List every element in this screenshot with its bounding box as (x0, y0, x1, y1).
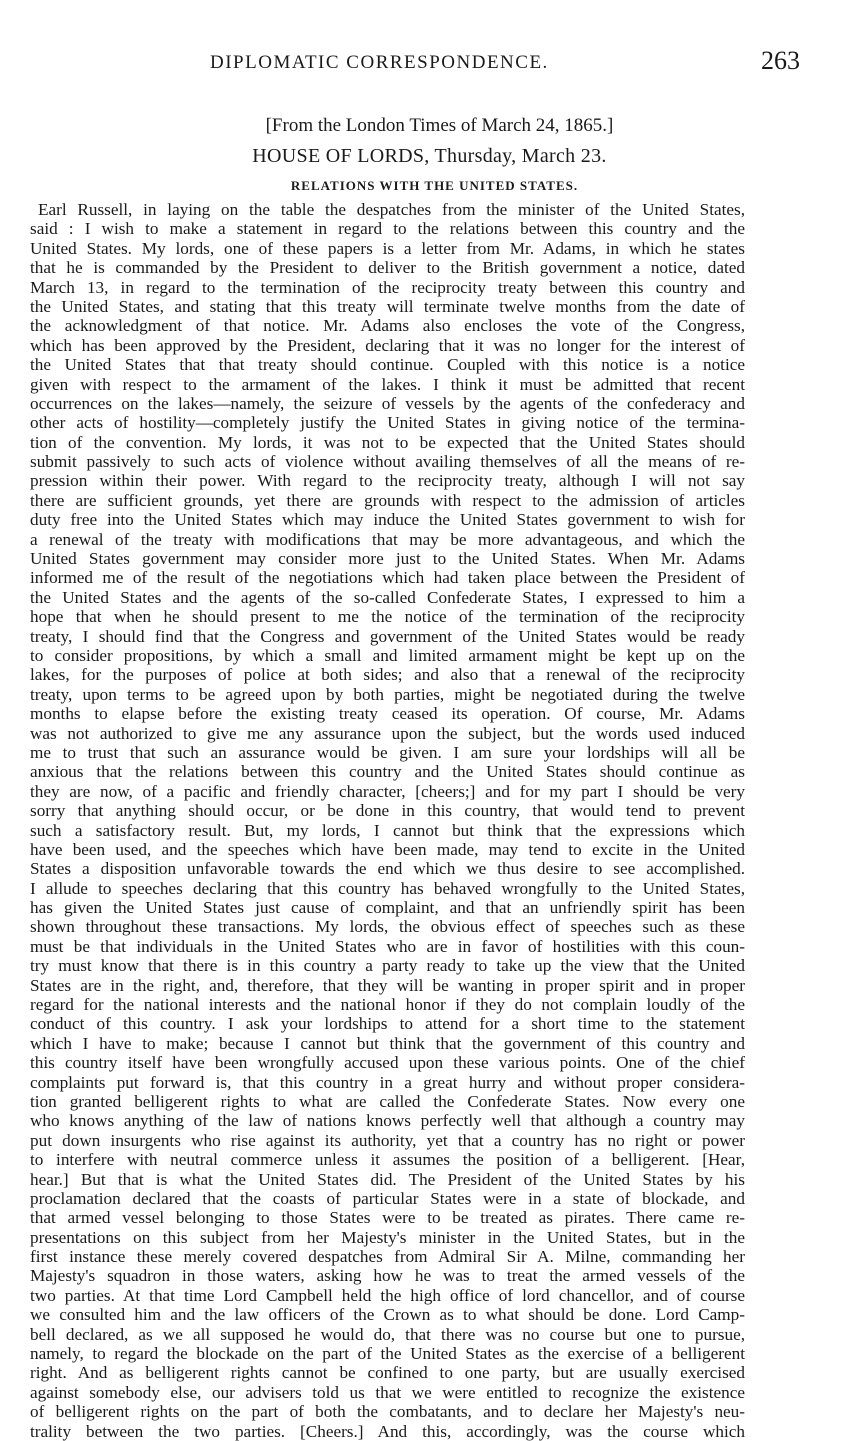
body-line: duty free into the United States which may induce the United States government to wish for (30, 510, 745, 530)
body-line: anxious that the relations between this country and the United States should continue as (30, 762, 745, 782)
body-line: lakes, for the purposes of police at both sides; and also that a renewal of the reciprocity (30, 665, 745, 685)
body-line: the United States, and stating that this treaty will terminate twelve months from the date of (30, 296, 745, 316)
body-line: against somebody else, our advisers told us that we were entitled to recognize the existence (30, 1382, 745, 1402)
body-line: was not authorized to give me any assurance upon the subject, but the words used induced (30, 723, 745, 743)
body-line: they are now, of a pacific and friendly character, [cheers;] and for my part I should be very (30, 781, 745, 801)
body-line: occurrences on the lakes—namely, the seizure of vessels by the agents of the confederacy and (30, 393, 745, 413)
running-title: DIPLOMATIC CORRESPONDENCE. (210, 52, 549, 73)
body-line: shown throughout these transactions. My lords, the obvious effect of speeches such as these (30, 917, 745, 937)
body-line: complaints put forward is, that this country in a great hurry and without proper considera- (30, 1072, 745, 1092)
body-line: two parties. At that time Lord Campbell held the high office of lord chancellor, and of course (30, 1285, 745, 1305)
body-line: that he is commanded by the President to deliver to the British government a notice, dated (30, 258, 745, 278)
body-line: submit passively to such acts of violence without availing themselves of all the means of re- (30, 452, 745, 472)
body-line: United States government may consider more just to the United States. When Mr. Adams (30, 549, 745, 569)
body-line: has given the United States just cause of complaint, and that an unfriendly spirit has been (30, 898, 745, 918)
body-line: regard for the national interests and the national honor if they do not complain loudly of the (30, 995, 745, 1015)
body-line: treaty, I should find that the Congress and government of the United States would be ready (30, 626, 745, 646)
running-head (60, 46, 800, 82)
body-line: namely, to regard the blockade on the part of the United States as the exercise of a belligerent (30, 1344, 745, 1364)
body-line: who knows anything of the law of nations knows perfectly well that although a country may (30, 1111, 745, 1131)
body-line: that armed vessel belonging to those States were to be treated as pirates. There came re- (30, 1208, 745, 1228)
body-line: there are sufficient grounds, yet there are grounds with respect to the admission of articles (30, 490, 745, 510)
body-line: States are in the right, and, therefore, that they will be wanting in proper spirit and in proper (30, 975, 745, 995)
body-line: must be that individuals in the United States who are in favor of hostilities with this coun- (30, 936, 745, 956)
section-heading: HOUSE OF LORDS, Thursday, March 23. (252, 145, 607, 167)
body-line: hope that when he should present to me the notice of the termination of the reciprocity (30, 607, 745, 627)
page-number: 263 (761, 46, 800, 75)
body-line: informed me of the result of the negotiations which had taken place between the President of (30, 568, 745, 588)
body-line: the United States and the agents of the so-called Confederate States, I expressed to him a (30, 587, 745, 607)
body-line: a renewal of the treaty with modifications that may be more advantageous, and which the (30, 529, 745, 549)
body-line: Earl Russell, in laying on the table the despatches from the minister of the United States, (38, 200, 745, 219)
body-line: proclamation declared that the coasts of particular States were in a state of blockade, and (30, 1188, 745, 1208)
body-line: the acknowledgment of that notice. Mr. Adams also encloses the vote of the Congress, (30, 316, 745, 336)
body-line: have been used, and the speeches which have been made, may tend to excite in the United (30, 839, 745, 859)
section-subheading: RELATIONS WITH THE UNITED STATES. (290, 178, 579, 193)
body-line: pression within their power. With regard to the reciprocity treaty, although I will not say (30, 471, 745, 491)
body-line: given with respect to the armament of the lakes. I think it must be admitted that recent (30, 374, 745, 394)
body-line: said : I wish to make a statement in regard to the relations between this country and the (30, 219, 745, 239)
body-line: such a satisfactory result. But, my lords, I cannot but think that the expressions which (30, 820, 745, 840)
body-text (30, 200, 745, 1441)
body-line: the United States that that treaty should continue. Coupled with this notice is a notice (30, 355, 745, 375)
body-line: sorry that anything should occur, or be done in this country, that would tend to prevent (30, 801, 745, 821)
body-line: to interfere with neutral commerce unless it assumes the position of a belligerent. [Hear, (30, 1150, 745, 1170)
body-line: bell declared, as we all supposed he would do, that there was no course but one to pursue, (30, 1324, 745, 1344)
body-line: treaty, upon terms to be agreed upon by both parties, might be negotiated during the twelve (30, 684, 745, 704)
body-line: right. And as belligerent rights cannot be confined to one party, but are usually exercised (30, 1363, 745, 1383)
body-line: trality between the two parties. [Cheers.] And this, accordingly, was the course which (30, 1421, 745, 1441)
body-line: me to trust that such an assurance would be given. I am sure your lordships will all be (30, 742, 745, 762)
body-line: I allude to speeches declaring that this country has behaved wrongfully to the United States, (30, 878, 745, 898)
body-line: we consulted him and the law officers of the Crown as to what should be done. Lord Camp- (30, 1305, 745, 1325)
source-line: [From the London Times of March 24, 1865.] (265, 115, 614, 136)
body-line: this country itself have been wrongfully accused upon these various points. One of the chief (30, 1053, 745, 1073)
body-line: months to elapse before the existing treaty ceased its operation. Of course, Mr. Adams (30, 704, 745, 724)
body-line: to consider propositions, by which a small and limited armament might be kept up on the (30, 645, 745, 665)
body-line: conduct of this country. I ask your lordships to attend for a short time to the statement (30, 1014, 745, 1034)
body-line: of belligerent rights on the part of both the combatants, and to declare her Majesty's neu- (30, 1402, 745, 1422)
body-line: States a disposition unfavorable towards the end which we thus desire to see accomplished. (30, 859, 745, 879)
body-line: which I have to make; because I cannot but think that the government of this country and (30, 1033, 745, 1053)
body-line: United States. My lords, one of these papers is a letter from Mr. Adams, in which he states (30, 238, 745, 258)
body-line: try must know that there is in this country a party ready to take up the view that the United (30, 956, 745, 976)
body-line: first instance these merely covered despatches from Admiral Sir A. Milne, commanding her (30, 1247, 745, 1267)
body-line: hear.] But that is what the United States did. The President of the United States by his (30, 1169, 745, 1189)
body-line: tion granted belligerent rights to what are called the Confederate States. Now every one (30, 1091, 745, 1111)
body-line: March 13, in regard to the termination of the reciprocity treaty between this country and (30, 277, 745, 297)
body-line: put down insurgents who rise against its authority, yet that a country has no right or power (30, 1130, 745, 1150)
body-line: other acts of hostility—completely justify the United States in giving notice of the termina- (30, 413, 745, 433)
body-line: tion of the convention. My lords, it was not to be expected that the United States should (30, 432, 745, 452)
body-line: Majesty's squadron in those waters, asking how he was to treat the armed vessels of the (30, 1266, 745, 1286)
body-line: which has been approved by the President, declaring that it was no longer for the interest of (30, 335, 745, 355)
body-line: presentations on this subject from her Majesty's minister in the United States, but in the (30, 1227, 745, 1247)
